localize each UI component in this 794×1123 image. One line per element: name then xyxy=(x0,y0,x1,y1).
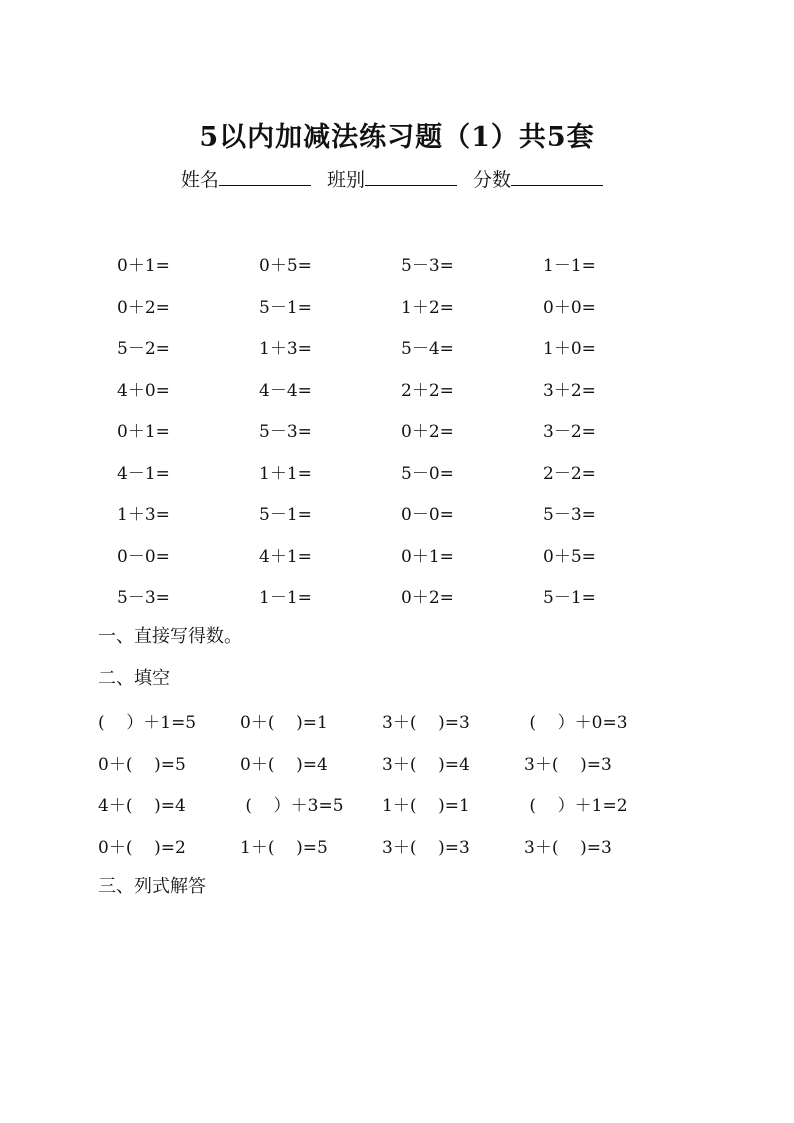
problem-row xyxy=(117,326,697,368)
problem: 4＋0= xyxy=(117,380,170,401)
fill-blank-problem[interactable]: 0＋( )=4 xyxy=(240,754,328,775)
problem: 5－1= xyxy=(259,505,312,526)
fill-blank-problem[interactable]: 0＋( )=1 xyxy=(240,713,328,734)
problem: 1－1= xyxy=(259,588,312,609)
fill-blank-problem[interactable]: ( ）＋3=5 xyxy=(240,796,344,817)
fill-blank-problem[interactable]: 3＋( )=3 xyxy=(382,837,470,858)
problem: 4－4= xyxy=(259,380,312,401)
student-info-line xyxy=(0,166,794,194)
fill-blank-problem[interactable]: ( ）＋1=2 xyxy=(524,796,628,817)
score-label: 分数 xyxy=(473,169,512,191)
fill-blank-row xyxy=(98,825,698,867)
problem: 0＋1= xyxy=(401,546,454,567)
class-blank[interactable] xyxy=(365,167,457,186)
arithmetic-problem-grid xyxy=(117,243,697,617)
problem: 5－4= xyxy=(401,339,454,360)
problem: 0－0= xyxy=(117,546,170,567)
section-heading-fill-blanks: 二、填空 xyxy=(98,668,170,689)
problem: 5－3= xyxy=(259,422,312,443)
problem: 0＋2= xyxy=(401,422,454,443)
problem: 5－0= xyxy=(401,463,454,484)
problem: 0＋1= xyxy=(117,256,170,277)
problem: 5－2= xyxy=(117,339,170,360)
fill-blank-problem[interactable]: ( ）＋0=3 xyxy=(524,713,628,734)
problem: 0＋2= xyxy=(117,297,170,318)
problem: 3－2= xyxy=(543,422,596,443)
fill-blank-row xyxy=(98,783,698,825)
problem: 1＋1= xyxy=(259,463,312,484)
fill-blank-problem[interactable]: ( ）＋1=5 xyxy=(98,713,197,734)
problem: 5－3= xyxy=(401,256,454,277)
problem: 3＋2= xyxy=(543,380,596,401)
problem-row xyxy=(117,575,697,617)
section-heading-word-problems: 三、列式解答 xyxy=(98,876,206,897)
score-blank[interactable] xyxy=(511,167,603,186)
problem: 1＋2= xyxy=(401,297,454,318)
problem: 5－1= xyxy=(259,297,312,318)
problem-row xyxy=(117,285,697,327)
problem: 0＋2= xyxy=(401,588,454,609)
fill-blank-grid xyxy=(98,700,698,866)
fill-blank-problem[interactable]: 3＋( )=3 xyxy=(382,713,470,734)
problem-row xyxy=(117,409,697,451)
name-label: 姓名 xyxy=(180,169,219,191)
problem: 2＋2= xyxy=(401,380,454,401)
problem: 0＋5= xyxy=(259,256,312,277)
problem: 1＋0= xyxy=(543,339,596,360)
fill-blank-problem[interactable]: 3＋( )=4 xyxy=(382,754,470,775)
problem: 0－0= xyxy=(401,505,454,526)
problem: 5－3= xyxy=(543,505,596,526)
problem: 5－3= xyxy=(117,588,170,609)
problem-row xyxy=(117,492,697,534)
fill-blank-problem[interactable]: 4＋( )=4 xyxy=(98,796,186,817)
problem: 1－1= xyxy=(543,256,596,277)
fill-blank-row xyxy=(98,742,698,784)
fill-blank-problem[interactable]: 0＋( )=5 xyxy=(98,754,186,775)
fill-blank-problem[interactable]: 0＋( )=2 xyxy=(98,837,186,858)
problem: 0＋0= xyxy=(543,297,596,318)
problem-row xyxy=(117,534,697,576)
fill-blank-problem[interactable]: 3＋( )=3 xyxy=(524,837,612,858)
problem: 4＋1= xyxy=(259,546,312,567)
problem: 1＋3= xyxy=(117,505,170,526)
problem: 1＋3= xyxy=(259,339,312,360)
fill-blank-problem[interactable]: 1＋( )=5 xyxy=(240,837,328,858)
problem: 0＋1= xyxy=(117,422,170,443)
problem: 5－1= xyxy=(543,588,596,609)
problem-row xyxy=(117,243,697,285)
problem: 0＋5= xyxy=(543,546,596,567)
fill-blank-problem[interactable]: 1＋( )=1 xyxy=(382,796,470,817)
fill-blank-row xyxy=(98,700,698,742)
problem-row xyxy=(117,368,697,410)
class-label: 班别 xyxy=(326,169,365,191)
fill-blank-problem[interactable]: 3＋( )=3 xyxy=(524,754,612,775)
name-blank[interactable] xyxy=(219,167,311,186)
section-heading-direct-answers: 一、直接写得数。 xyxy=(98,626,242,647)
problem: 2－2= xyxy=(543,463,596,484)
problem: 4－1= xyxy=(117,463,170,484)
page-title: 5以内加减法练习题（1）共5套 xyxy=(199,122,595,153)
problem-row xyxy=(117,451,697,493)
